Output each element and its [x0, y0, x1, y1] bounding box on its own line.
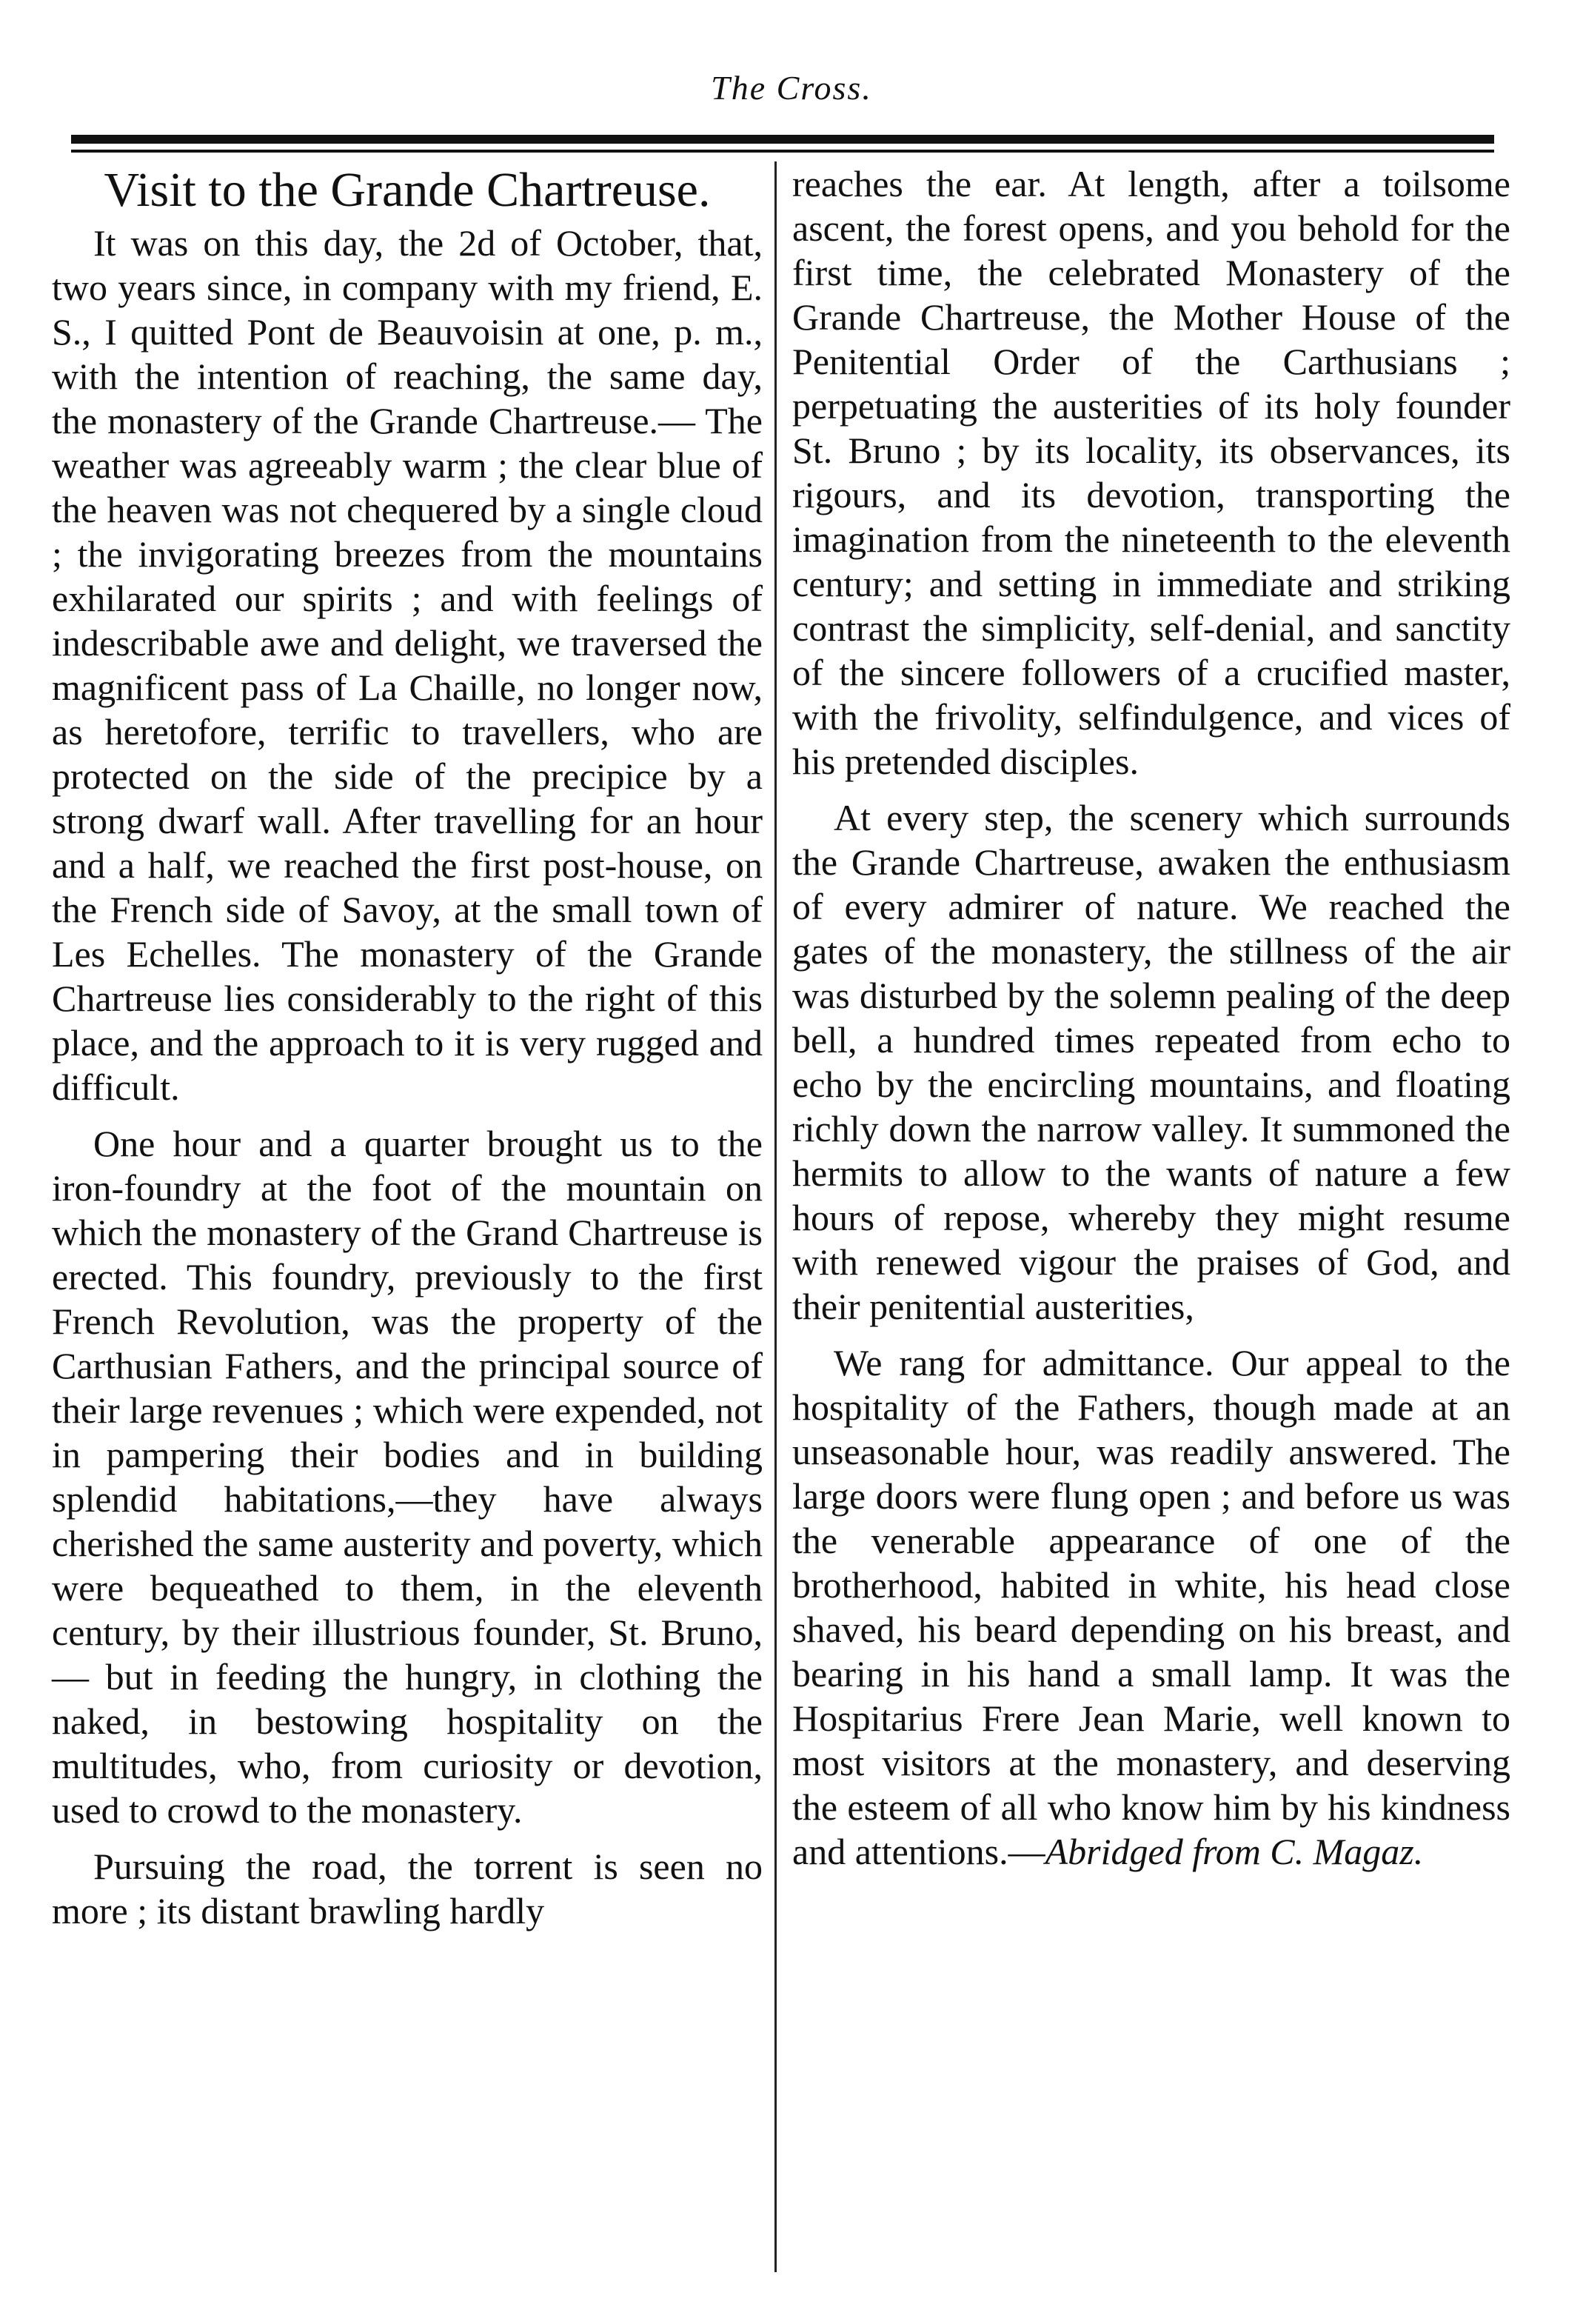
right-column — [792, 161, 1510, 1886]
paragraph: At every step, the scenery which surrounds the Grande Chartreuse, awaken the enthusiasm of every admirer of nature. We reached the gates of the monastery, the stillness of the air was disturbed by the solemn pealing of the deep bell, a hundred times repeated from echo to echo by the encircling mountains, and floating richly down the narrow valley. It summoned the hermits to allow to the wants of nature a few hours of repose, whereby they might resume with renewed vigour the praises of God, and their penitential austerities, — [792, 797, 1510, 1327]
paragraph: One hour and a quarter brought us to the iron-foundry at the foot of the mountain on which the monastery of the Grand Chartreuse is erected. This foundry, previously to the first French Revolution, was the property of the Carthusian Fathers, and the principal source of their large revenues ; which were expended, not in pampering their bodies and in building splendid habitations,—they have always cherished the same austerity and poverty, which were bequeathed to them, in the eleventh century, by their illustrious founder, St. Bruno,— but in feeding the hungry, in clothing the naked, in bestowing hospitality on the multitudes, who, from curiosity or devotion, used to crowd to the monastery. — [52, 1123, 763, 1831]
paragraph-text: We rang for admittance. Our appeal to the hospitality of the Fathers, though made at an unseasonable hour, was readily answered. The large doors were flung open ; and before us was the venerable appearance of one of the brotherhood, habited in white, his head close shaved, his beard depending on his breast, and bearing in his hand a small lamp. It was the Hospitarius Frere Jean Marie, well known to most visitors at the monastery, and deserving the esteem of all who know him by his kindness and attentions.— — [792, 1342, 1510, 1872]
attribution: Abridged from C. Magaz. — [1045, 1831, 1424, 1872]
header-rule-thin — [71, 150, 1494, 153]
paragraph: It was on this day, the 2d of October, that, two years since, in company with my friend, E. S., I quitted Pont de Beauvoisin at one, p. m., with the intention of reaching, the same day, the monastery of the Grande Chartreuse.— The weather was agreeably warm ; the clear blue of the heaven was not chequered by a single cloud ; the invigorating breezes from the mountains exhilarated our spirits ; and with feelings of indescribable awe and delight, we traversed the magnificent pass of La Chaille, no longer now, as heretofore, terrific to travellers, who are protected on the side of the precipice by a strong dwarf wall. After travelling for an hour and a half, we reached the first post-house, on the French side of Savoy, at the small town of Les Echelles. The monastery of the Grande Chartreuse lies considerably to the right of this place, and the approach to it is very rugged and difficult. — [52, 222, 763, 1108]
article-title: Visit to the Grande Chartreuse. — [104, 163, 711, 217]
page-header: The Cross. — [711, 69, 872, 107]
paragraph — [792, 1340, 1510, 1874]
left-column — [52, 161, 763, 1945]
paragraph: Pursuing the road, the torrent is seen no more ; its distant brawling hardly — [52, 1846, 763, 1931]
column-divider — [774, 161, 777, 2272]
header-rule-thick — [71, 135, 1494, 144]
paragraph: reaches the ear. At length, after a toilsome ascent, the forest opens, and you behold for the first time, the celebrated Monastery of the Grande Chartreuse, the Mother House of the Penitential Order of the Carthusians ; perpetuating the austerities of its holy founder St. Bruno ; by its locality, its observances, its rigours, and its devotion, transporting the imagination from the nineteenth to the eleventh century; and setting in immediate and striking contrast the simplicity, self-denial, and sanctity of the sincere followers of a crucified master, with the frivolity, selfindulgence, and vices of his pretended disciples. — [792, 163, 1510, 782]
